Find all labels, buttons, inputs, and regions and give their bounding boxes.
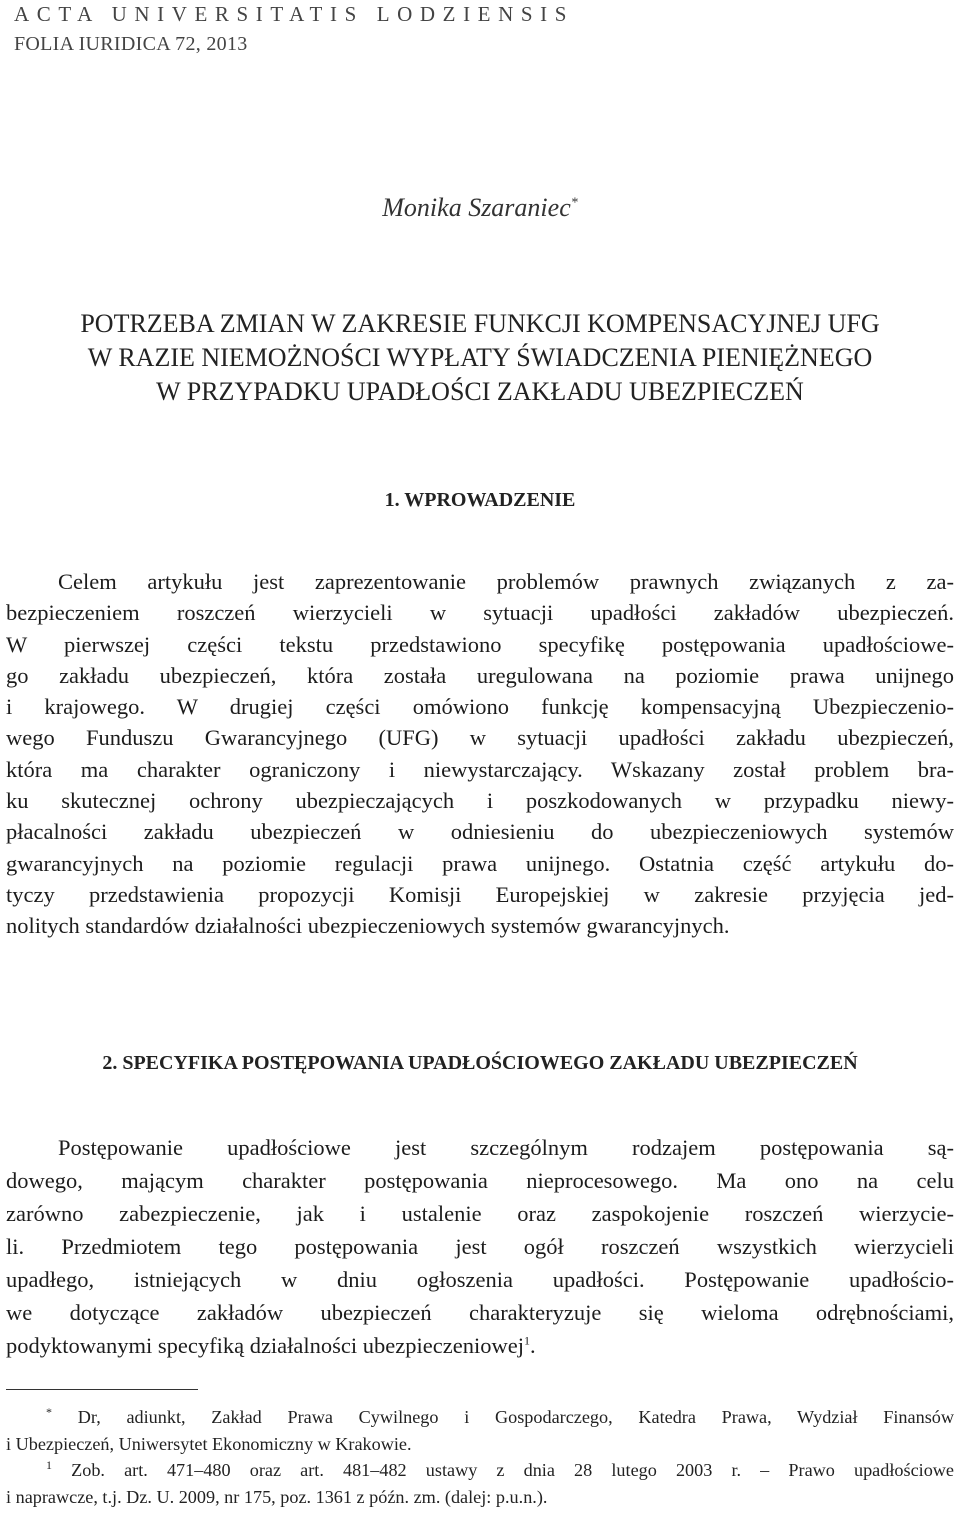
footnote-mark: * <box>46 1404 52 1419</box>
footnote-mark: 1 <box>46 1457 52 1472</box>
text-line: dowego, mającym charakter postępowania nieprocesowego. Ma ono na celu <box>6 1168 954 1193</box>
footnote-divider <box>6 1389 198 1390</box>
text-line: gwarancyjnych na poziomie regulacji prawa unijnego. Ostatnia część artykułu do- <box>6 850 954 876</box>
text-line: ku skutecznej ochrony ubezpieczających i poszkodowanych w przypadku niewy- <box>6 788 954 814</box>
footnotes <box>6 1404 954 1510</box>
text-line: płacalności zakładu ubezpieczeń w odniesieniu do ubezpieczeniowych systemów <box>6 819 954 845</box>
text-line: Celem artykułu jest zaprezentowanie problemów prawnych związanych z za- <box>58 569 954 594</box>
author-name-text: Monika Szaraniec <box>382 193 571 222</box>
journal-folio: FOLIA IURIDICA 72, 2013 <box>14 33 248 55</box>
text-line-with-footnote <box>6 1329 954 1362</box>
footnote-text: Dr, adiunkt, Zakład Prawa Cywilnego i Gospodarczego, Katedra Prawa, Wydział Finansów <box>77 1407 955 1427</box>
text-line: i krajowego. W drugiej części omówiono funkcję kompensacyjną Ubezpieczenio- <box>6 694 954 720</box>
author-name <box>0 193 960 223</box>
specyfika-paragraph <box>6 1131 954 1362</box>
introduction-paragraph <box>6 566 954 942</box>
text-line: we dotyczące zakładów ubezpieczeń charakteryzuje się wieloma odrębnościami, <box>6 1300 954 1325</box>
title-line: W RAZIE NIEMOŻNOŚCI WYPŁATY ŚWIADCZENIA PIENIĘŻNEGO <box>87 343 873 372</box>
text-line: Postępowanie upadłościowe jest szczególnym rodzajem postępowania są- <box>58 1135 954 1160</box>
text-line: upadłego, istniejących w dniu ogłoszenia upadłości. Postępowanie upadłościo- <box>6 1267 954 1292</box>
text-line: bezpieczeniem roszczeń wierzycieli w sytuacji upadłości zakładów ubezpieczeń. <box>6 600 954 626</box>
text-line: zarówno zabezpieczenie, jak i ustalenie oraz zaspokojenie roszczeń wierzycie- <box>6 1201 954 1226</box>
text-line: która ma charakter ograniczony i niewystarczający. Wskazany został problem bra- <box>6 756 954 782</box>
text-line: podyktowanymi specyfiką działalności ubezpieczeniowej <box>6 1333 524 1358</box>
title-line: POTRZEBA ZMIAN W ZAKRESIE FUNKCJI KOMPENSACYJNEJ UFG <box>80 309 880 338</box>
text-line: wego Funduszu Gwarancyjnego (UFG) w sytuacji upadłości zakładu ubezpieczeń, <box>6 725 954 751</box>
text-line: W pierwszej części tekstu przedstawiono specyfikę postępowania upadłościowe- <box>6 631 954 657</box>
footnote-ref[interactable]: 1 <box>523 1333 530 1348</box>
footnote-text: i Ubezpieczeń, Uniwersytet Ekonomiczny w Krakowie. <box>6 1433 412 1454</box>
section-heading-introduction: 1. WPROWADZENIE <box>384 489 576 511</box>
author-footnote-mark: * <box>570 195 578 211</box>
footnote-text: Zob. art. 471–480 oraz art. 481–482 ustawy z dnia 28 lutego 2003 r. – Prawo upadłościowe <box>71 1460 954 1480</box>
text-line: nolitych standardów działalności ubezpieczeniowych systemów gwarancyjnych. <box>6 913 730 939</box>
footnote-author <box>6 1404 954 1431</box>
text-line: li. Przedmiotem tego postępowania jest ogół roszczeń wszystkich wierzycieli <box>6 1234 954 1259</box>
text-line: go zakładu ubezpieczeń, która została uregulowana na poziomie prawa unijnego <box>6 662 954 688</box>
footnote-1 <box>6 1457 954 1484</box>
article-title <box>0 307 960 409</box>
text-line: tyczy przedstawienia propozycji Komisji Europejskiej w zakresie przyjęcia jed- <box>6 881 954 907</box>
section-heading-specyfika: 2. SPECYFIKA POSTĘPOWANIA UPADŁOŚCIOWEGO ZAKŁADU UBEZPIECZEŃ <box>102 1052 858 1074</box>
title-line: W PRZYPADKU UPADŁOŚCI ZAKŁADU UBEZPIECZEŃ <box>156 377 804 406</box>
journal-title: ACTA UNIVERSITATIS LODZIENSIS <box>14 2 575 26</box>
footnote-text: i naprawcze, t.j. Dz. U. 2009, nr 175, poz. 1361 z późn. zm. (dalej: p.u.n.). <box>6 1486 548 1507</box>
sentence-end: . <box>529 1333 536 1358</box>
